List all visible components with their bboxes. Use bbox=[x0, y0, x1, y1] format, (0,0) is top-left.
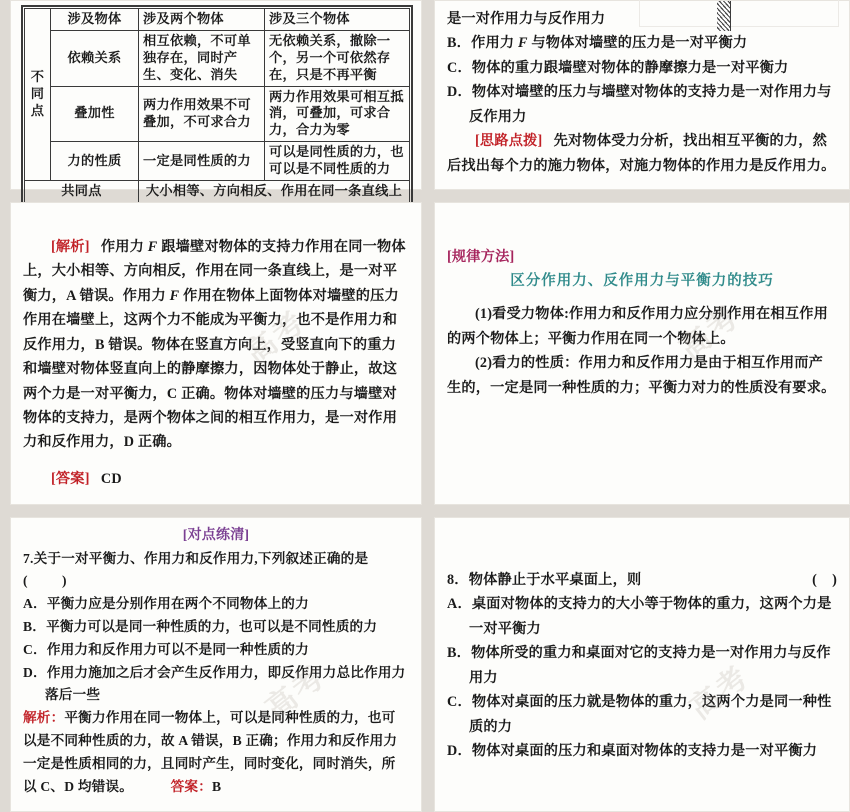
q8-option-c-letter: C． bbox=[447, 694, 472, 711]
analysis-symbol-1: F bbox=[147, 239, 158, 255]
answer-value: CD bbox=[100, 470, 122, 487]
table-row bbox=[25, 30, 410, 86]
watermark: 高考 bbox=[673, 299, 747, 367]
hint-text: 先对物体受力分析，找出相互平衡的力，然后找出每个力的施力物体，对施力物体的作用力是反作用力。 bbox=[447, 133, 836, 174]
q7-option-b-letter: B． bbox=[23, 619, 47, 634]
panel-analysis bbox=[10, 202, 422, 505]
q8-option-a-letter: A． bbox=[447, 596, 472, 613]
continued-line: 是一对作用力与反作用力 bbox=[447, 11, 606, 27]
analysis-body-2: 跟墙壁对物体的支持力作用在同一物体上，大小相等、方向相反，作用在同一条直线上，是一对平衡力，A 错误。作用力 bbox=[23, 239, 406, 304]
hint-paragraph bbox=[447, 129, 837, 178]
panel-practice-q7 bbox=[10, 517, 422, 812]
q8-option-a bbox=[447, 592, 837, 641]
method-heading: 区分作用力、反作用力与平衡力的技巧 bbox=[510, 273, 774, 290]
hint-label: [思路点拨] bbox=[475, 133, 543, 150]
row-group-label bbox=[25, 9, 51, 181]
q7-analysis-text: 平衡力作用在同一物体上，可以是同种性质的力，也可以是不同种性质的力，故 A 错误，B 正确；作用力和反作用力一定是性质相同的力，且同时产生，同时变化，同时消失，所以 C、D 均错误。 bbox=[23, 710, 398, 794]
q7-stem-row bbox=[23, 548, 409, 594]
option-d bbox=[447, 80, 837, 129]
cell-col2: 相互依赖，不可单独存在，同时产生、变化、消失 bbox=[139, 30, 265, 86]
q7-answer-value: B bbox=[212, 778, 222, 794]
q8-option-c bbox=[447, 690, 837, 739]
option-b-text-post: 与物体对墙壁的压力是一对平衡力 bbox=[527, 35, 748, 52]
q8-paren-open: ( bbox=[812, 572, 818, 588]
cell-category: 叠加性 bbox=[51, 86, 139, 142]
q7-stem-close: ) bbox=[61, 573, 67, 589]
q7-answer-label: 答案： bbox=[170, 778, 212, 794]
table-row bbox=[25, 86, 410, 142]
option-c-text: 物体的重力跟墙壁对物体的静摩擦力是一对平衡力 bbox=[471, 59, 789, 76]
panel-comparison-table bbox=[10, 0, 422, 199]
option-b-letter: B． bbox=[447, 35, 472, 52]
answer-paragraph bbox=[23, 467, 409, 491]
watermark: 高考 bbox=[683, 659, 757, 727]
q8-option-b-letter: B． bbox=[447, 645, 472, 662]
options-prose bbox=[447, 7, 837, 178]
method-label: [规律方法] bbox=[447, 249, 515, 265]
analysis-label: [解析] bbox=[51, 239, 90, 255]
analysis-symbol-2: F bbox=[169, 287, 180, 304]
q7-option-b bbox=[23, 616, 409, 639]
q7-stem: 关于一对平衡力、作用力和反作用力,下列叙述正确的是( bbox=[23, 550, 369, 589]
option-d-letter: D． bbox=[447, 84, 472, 101]
option-c bbox=[447, 56, 837, 80]
option-b-symbol: F bbox=[517, 35, 528, 52]
q8-paren-close: ) bbox=[832, 572, 837, 588]
q7-blank bbox=[28, 573, 62, 588]
method-label-paragraph bbox=[447, 245, 837, 269]
answer-label: [答案] bbox=[51, 470, 90, 487]
q7-option-a bbox=[23, 593, 409, 616]
q8-answer-blank bbox=[812, 568, 837, 592]
q7-option-c-letter: C． bbox=[23, 641, 47, 657]
cell-common-value: 大小相等、方向相反、作用在同一条直线上 bbox=[139, 181, 410, 203]
watermark: 高考 bbox=[239, 304, 313, 372]
analysis-body-1: 作用力 bbox=[100, 239, 148, 255]
q8-prose bbox=[447, 568, 837, 763]
option-b-text-pre: 作用力 bbox=[471, 35, 518, 52]
q8-number: 8． bbox=[447, 572, 469, 588]
cell-col3: 无依赖关系，撤除一个，另一个可依然存在，只是不再平衡 bbox=[265, 30, 410, 86]
q7-option-a-letter: A． bbox=[23, 596, 47, 612]
section-header-practice: [对点练清] bbox=[182, 528, 250, 543]
method-point-2: (2)看力的性质：作用力和反作用力是由于相互作用而产生的，一定是同一种性质的力；平衡力对力的性质没有要求。 bbox=[447, 355, 836, 396]
q8-option-b bbox=[447, 641, 837, 690]
analysis-body-3: 作用在物体上面物体对墙壁的压力作用在墙壁上，这两个力不能成为平衡力，也不是作用力和反作用力，B 错误。物体在竖直方向上，受竖直向下的重力和墙壁对物体竖直向上的静摩擦力，因物体处于静止，故这两个力是一对平衡力，C 正确。物体对墙壁的压力与墙壁对物体的支持力，是两个物体之间的相互作用力，是一对作用力和反作用力，D 正确。 bbox=[23, 287, 399, 451]
analysis-prose bbox=[23, 235, 409, 491]
cell-common-label: 共同点 bbox=[25, 181, 139, 203]
table-outer-frame bbox=[21, 5, 413, 206]
q8-stem: 物体静止于水平桌面上，则 bbox=[468, 572, 642, 588]
q8-option-d-letter: D． bbox=[447, 742, 472, 759]
q7-option-c-text: 作用力和反作用力可以不是同一种性质的力 bbox=[46, 641, 309, 657]
q7-prose bbox=[23, 524, 409, 799]
q8-option-d-text: 物体对桌面的压力和桌面对物体的支持力是一对平衡力 bbox=[471, 742, 818, 759]
q8-stem-wrap bbox=[447, 568, 641, 592]
q8-option-a-text: 桌面对物体的支持力的大小等于物体的重力，这两个力是一对平衡力 bbox=[469, 596, 832, 637]
q7-option-d bbox=[23, 662, 409, 708]
panel-question-options bbox=[434, 0, 850, 190]
option-b bbox=[447, 31, 837, 55]
q7-option-d-letter: D． bbox=[23, 664, 47, 680]
table-row-common bbox=[25, 181, 410, 203]
cell-category: 涉及物体 bbox=[51, 9, 139, 31]
cell-col2: 涉及两个物体 bbox=[139, 9, 265, 31]
figure-fragment-box bbox=[639, 0, 839, 27]
panel-method bbox=[434, 202, 850, 505]
cell-category: 力的性质 bbox=[51, 142, 139, 181]
cell-col3: 涉及三个物体 bbox=[265, 9, 410, 31]
method-prose bbox=[447, 245, 837, 400]
q7-option-a-text: 平衡力应是分别作用在两个不同物体上的力 bbox=[46, 596, 309, 612]
q8-option-d bbox=[447, 739, 837, 763]
q8-stem-row bbox=[447, 568, 837, 592]
q7-analysis-paragraph bbox=[23, 707, 409, 798]
watermark: 高考 bbox=[259, 659, 333, 727]
q7-analysis-label: 解析： bbox=[23, 710, 65, 726]
cell-col3: 两力作用效果可相互抵消，可叠加，可求合力，合力为零 bbox=[265, 86, 410, 142]
q7-number: 7. bbox=[23, 550, 34, 566]
cell-col3: 可以是同性质的力，也可以是不同性质的力 bbox=[265, 142, 410, 181]
row-group-label-text: 不同点 bbox=[30, 69, 45, 118]
q7-option-c bbox=[23, 639, 409, 662]
cell-col2: 一定是同性质的力 bbox=[139, 142, 265, 181]
cell-category: 依赖关系 bbox=[51, 30, 139, 86]
cell-col2: 两力作用效果不可叠加，不可求合力 bbox=[139, 86, 265, 142]
comparison-table bbox=[24, 8, 410, 203]
q7-option-d-text: 作用力施加之后才会产生反作用力，即反作用力总比作用力落后一些 bbox=[45, 664, 406, 703]
q8-option-b-text: 物体所受的重力和桌面对它的支持力是一对作用力与反作用力 bbox=[469, 645, 831, 686]
q8-option-c-text: 物体对桌面的压力就是物体的重力，这两个力是同一种性质的力 bbox=[469, 694, 832, 735]
wall-hatch-icon bbox=[717, 1, 731, 31]
table-row bbox=[25, 9, 410, 31]
table-row bbox=[25, 142, 410, 181]
method-point-1: (1)看受力物体:作用力和反作用力应分别作用在相互作用的两个物体上；平衡力作用在同一个物体上。 bbox=[447, 306, 828, 347]
option-c-letter: C． bbox=[447, 59, 472, 76]
option-d-text: 物体对墙壁的压力与墙壁对物体的支持力是一对作用力与反作用力 bbox=[469, 84, 832, 125]
q7-option-b-text: 平衡力可以是同一种性质的力，也可以是不同性质的力 bbox=[46, 619, 378, 634]
analysis-paragraph bbox=[23, 235, 409, 455]
panel-practice-q8 bbox=[434, 517, 850, 812]
